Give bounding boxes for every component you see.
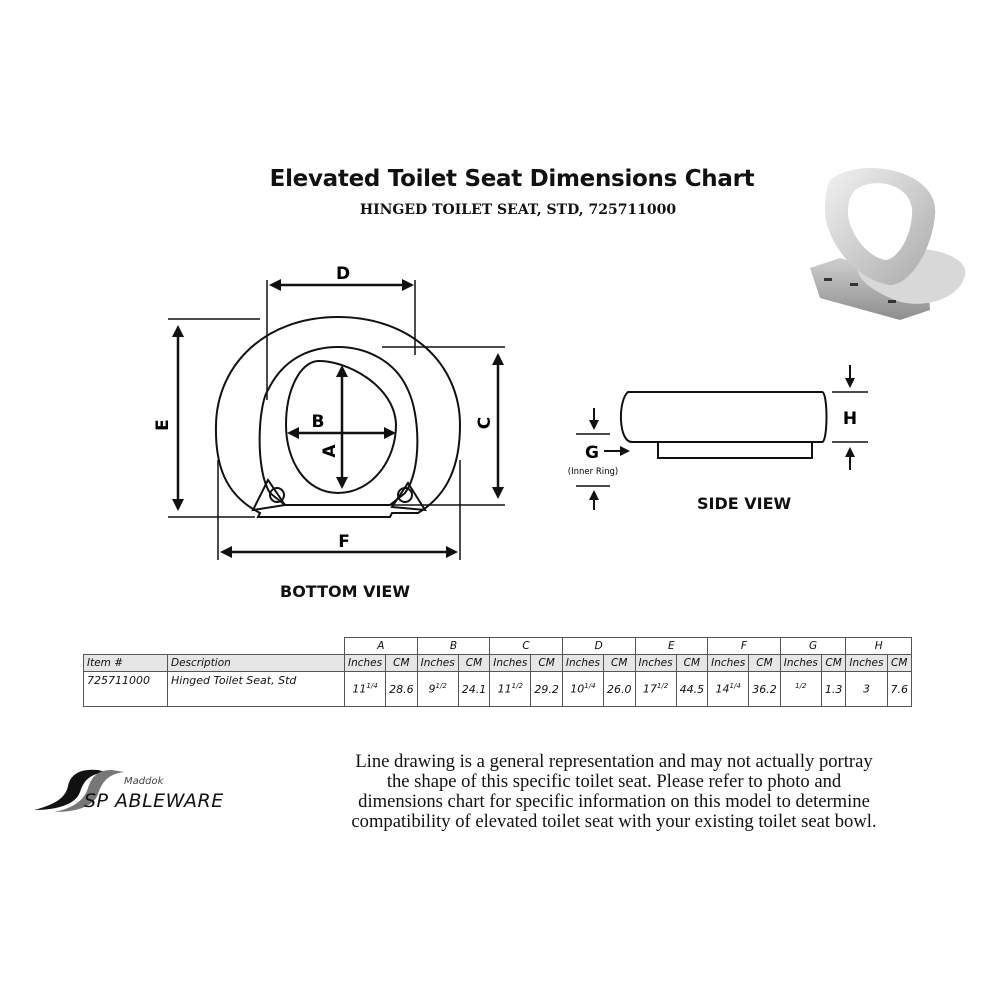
cell-h-in: 3 <box>846 672 887 707</box>
toilet-seat-photo-icon <box>800 160 980 340</box>
bottom-view-label: BOTTOM VIEW <box>280 582 410 601</box>
cell-b-in: $9^{1/2}$ <box>417 672 458 707</box>
cell-h-cm: 7.6 <box>887 672 912 707</box>
cell-f-cm: 36.2 <box>749 672 781 707</box>
table-group-header-row <box>84 638 912 655</box>
inner-ring-note: (Inner Ring) <box>567 467 619 477</box>
cell-d-in: $10^{1/4}$ <box>562 672 603 707</box>
table-header-row: Item # Description Inches CM Inches CM Inches CM Inches CM Inches CM Inches CM Inches CM Inches CM <box>84 655 912 672</box>
label-e: E <box>153 419 173 431</box>
cell-item: 725711000 <box>84 672 168 707</box>
cell-a-cm: 28.6 <box>386 672 418 707</box>
side-view-label: SIDE VIEW <box>697 494 792 513</box>
table-row <box>84 672 912 707</box>
cell-f-in: $14^{1/4}$ <box>708 672 749 707</box>
cell-e-cm: 44.5 <box>676 672 708 707</box>
label-b: B <box>311 412 325 432</box>
cell-description: Hinged Toilet Seat, Std <box>168 672 345 707</box>
group-c: C <box>490 638 563 655</box>
group-d: D <box>562 638 635 655</box>
cell-d-cm: 26.0 <box>604 672 636 707</box>
label-f: F <box>338 532 350 552</box>
page-title: Elevated Toilet Seat Dimensions Chart <box>269 166 755 192</box>
col-description: Description <box>168 655 345 672</box>
dimensions-table <box>83 637 912 707</box>
label-a: A <box>320 444 340 458</box>
label-d: D <box>335 264 351 284</box>
label-g: G <box>585 443 599 463</box>
group-f: F <box>708 638 781 655</box>
disclaimer-line: the shape of this specific toilet seat. Please refer to photo and <box>386 771 842 792</box>
label-h: H <box>842 409 858 429</box>
cell-g-cm: 1.3 <box>821 672 846 707</box>
page-subtitle: HINGED TOILET SEAT, STD, 725711000 <box>359 202 677 218</box>
brand-subname: Maddok <box>124 776 164 787</box>
disclaimer-text <box>305 752 923 832</box>
group-g: G <box>780 638 846 655</box>
disclaimer-line: compatibility of elevated toilet seat with your existing toilet seat bowl. <box>351 811 877 832</box>
group-b: B <box>417 638 490 655</box>
label-c: C <box>475 416 495 430</box>
disclaimer-line: Line drawing is a general representation and may not actually portray <box>355 751 873 772</box>
cell-a-in: $11^{1/4}$ <box>345 672 386 707</box>
bottom-view-diagram <box>150 255 530 575</box>
group-a: A <box>345 638 418 655</box>
cell-b-cm: 24.1 <box>458 672 490 707</box>
cell-c-cm: 29.2 <box>531 672 563 707</box>
cell-c-in: $11^{1/2}$ <box>490 672 531 707</box>
disclaimer-line: dimensions chart for specific information on this model to determine <box>358 791 870 812</box>
brand-name: SP ABLEWARE <box>84 790 224 812</box>
group-e: E <box>635 638 708 655</box>
col-item: Item # <box>84 655 168 672</box>
cell-e-in: $17^{1/2}$ <box>635 672 676 707</box>
group-h: H <box>846 638 912 655</box>
cell-g-in: 1/2 <box>780 672 821 707</box>
